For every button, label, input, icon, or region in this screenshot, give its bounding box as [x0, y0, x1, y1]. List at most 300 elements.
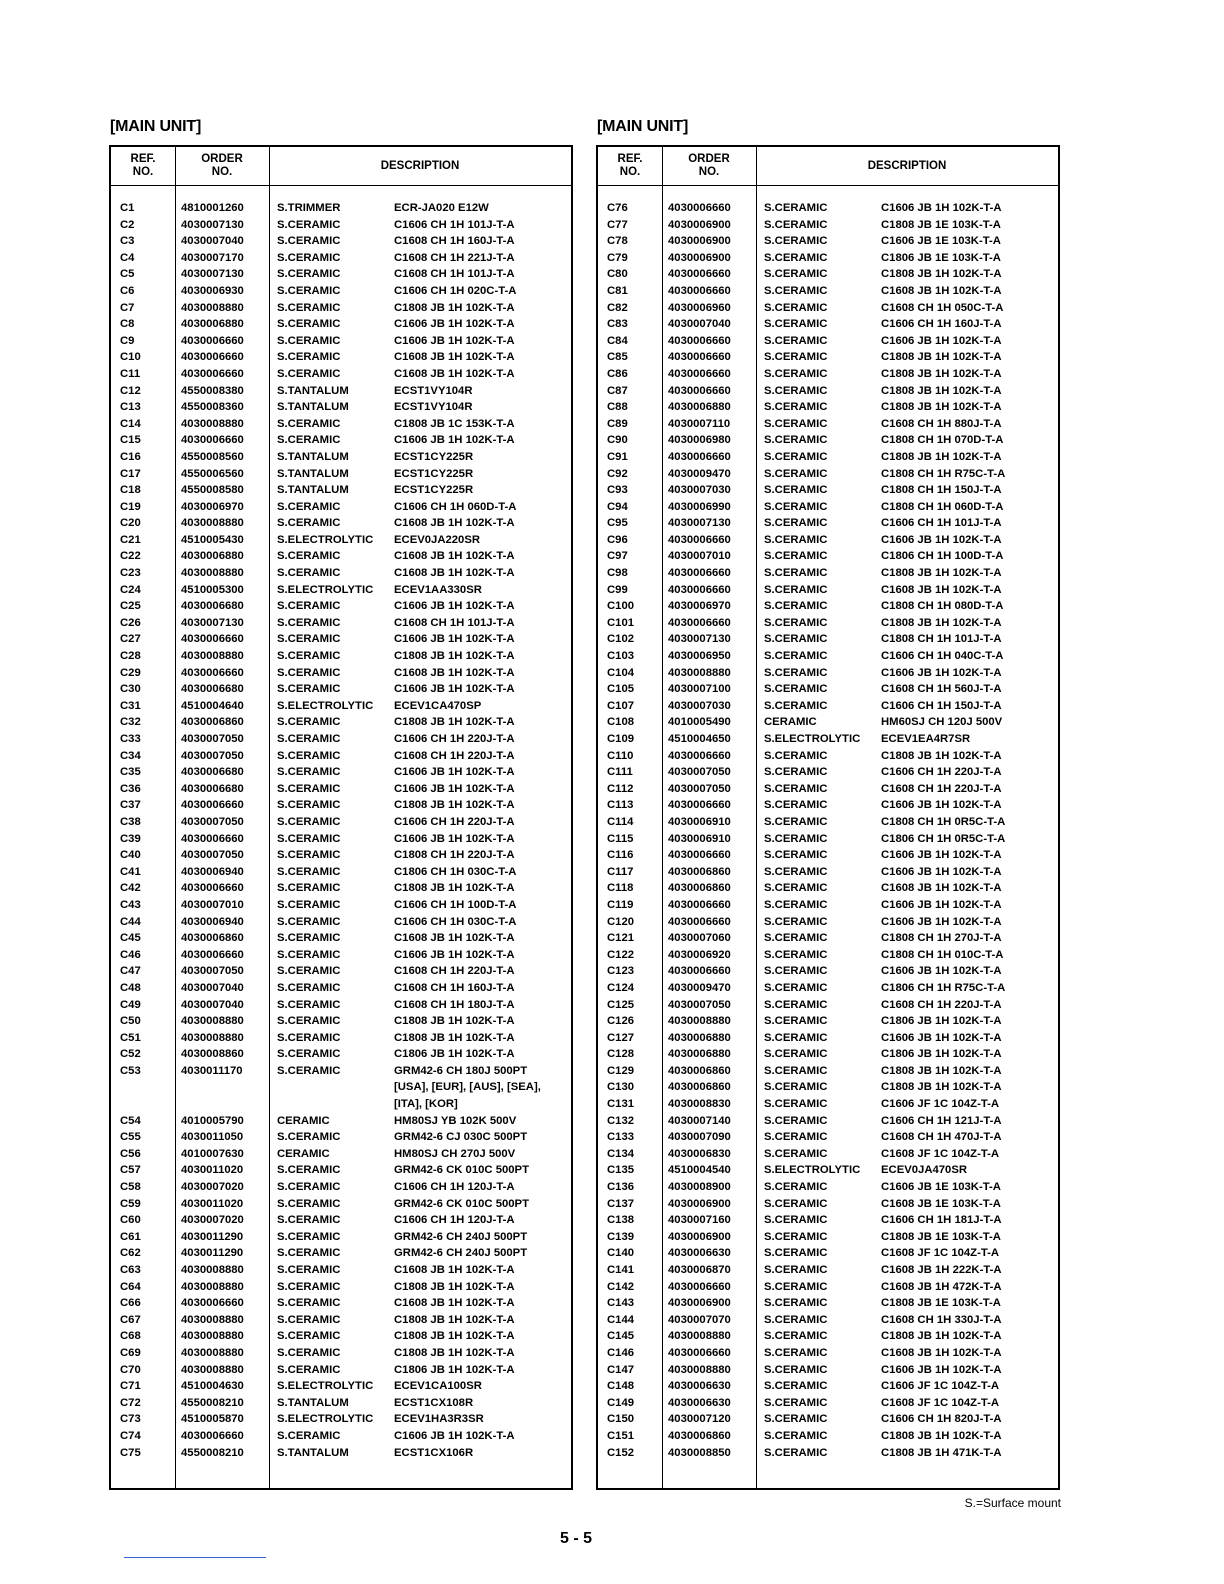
- part-type-cell: S.CERAMIC: [764, 1031, 828, 1044]
- part-type-cell: S.ELECTROLYTIC: [764, 1164, 861, 1177]
- order-no-cell: 4030006930: [181, 284, 244, 297]
- order-no-cell: 4030006660: [181, 351, 244, 364]
- part-spec-cell: C1608 CH 1H 470J-T-A: [881, 1131, 1002, 1144]
- order-no-cell: 4030008860: [181, 1048, 244, 1061]
- part-spec-cell: C1806 CH 1H R75C-T-A: [881, 981, 1006, 994]
- order-no-cell: 4030006860: [668, 1429, 731, 1442]
- part-type-cell: S.ELECTROLYTIC: [277, 533, 374, 546]
- order-no-cell: 4030007020: [181, 1214, 244, 1227]
- table-row: [598, 1328, 1058, 1345]
- ref-no-cell: C93: [607, 484, 628, 497]
- part-type-cell: S.CERAMIC: [277, 268, 341, 281]
- order-no-cell: 4550008210: [181, 1396, 244, 1409]
- ref-no-cell: C122: [607, 948, 635, 961]
- ref-no-cell: C56: [120, 1147, 141, 1160]
- part-type-cell: S.CERAMIC: [277, 650, 341, 663]
- order-no-cell: 4030007010: [668, 550, 731, 563]
- parts-table-right: [596, 145, 1060, 1490]
- ref-no-cell: C53: [120, 1064, 141, 1077]
- table-row: [111, 1013, 571, 1030]
- table-row: [111, 333, 571, 350]
- table-row: [111, 1445, 571, 1462]
- ref-no-cell: C136: [607, 1181, 635, 1194]
- ref-no-cell: C9: [120, 334, 135, 347]
- part-spec-cell: C1606 JB 1H 102K-T-A: [881, 666, 1002, 679]
- part-type-cell: S.CERAMIC: [764, 932, 828, 945]
- part-type-cell: S.CERAMIC: [764, 1015, 828, 1028]
- part-type-cell: S.CERAMIC: [277, 1230, 341, 1243]
- part-spec-cell: C1808 JB 1H 102K-T-A: [881, 749, 1002, 762]
- part-spec-cell: C1808 JB 1H 102K-T-A: [881, 367, 1002, 380]
- part-spec-cell: C1808 JB 1H 102K-T-A: [881, 1064, 1002, 1077]
- part-type-cell: S.TANTALUM: [277, 450, 349, 463]
- ref-no-cell: C80: [607, 268, 628, 281]
- order-no-cell: 4030006680: [181, 683, 244, 696]
- part-spec-cell: C1808 JB 1H 102K-T-A: [394, 882, 515, 895]
- order-no-cell: 4030006880: [668, 1031, 731, 1044]
- ref-no-cell: C15: [120, 434, 141, 447]
- ref-no-cell: C111: [607, 766, 633, 779]
- table-row: [598, 1179, 1058, 1196]
- part-type-cell: S.CERAMIC: [277, 782, 341, 795]
- part-spec-cell: C1608 CH 1H 220J-T-A: [394, 965, 515, 978]
- order-no-cell: 4030007050: [668, 998, 731, 1011]
- part-type-cell: S.CERAMIC: [764, 616, 828, 629]
- ref-no-cell: C115: [607, 832, 634, 845]
- part-type-cell: S.CERAMIC: [764, 500, 828, 513]
- ref-no-cell: C145: [607, 1330, 635, 1343]
- order-no-cell: 4030006960: [668, 301, 731, 314]
- part-spec-cell: C1808 JB 1C 153K-T-A: [394, 417, 515, 430]
- table-row: [598, 797, 1058, 814]
- ref-no-cell: C118: [607, 882, 634, 895]
- part-type-cell: S.CERAMIC: [764, 699, 828, 712]
- ref-no-cell: C7: [120, 301, 135, 314]
- order-no-cell: 4030006860: [668, 1081, 731, 1094]
- part-type-cell: S.CERAMIC: [764, 1297, 828, 1310]
- part-spec-cell: C1606 JB 1H 102K-T-A: [394, 600, 515, 613]
- table-row: [598, 1113, 1058, 1130]
- part-spec-cell: C1808 CH 1H 010C-T-A: [881, 948, 1004, 961]
- table-row: [111, 200, 571, 217]
- table-row: [598, 847, 1058, 864]
- ref-no-cell: C68: [120, 1330, 141, 1343]
- table-row: [111, 266, 571, 283]
- part-type-cell: S.CERAMIC: [277, 1313, 341, 1326]
- part-spec-cell: C1606 CH 1H 020C-T-A: [394, 284, 517, 297]
- ref-no-cell: C1: [120, 202, 135, 214]
- table-row: [111, 466, 571, 483]
- part-type-cell: S.CERAMIC: [764, 401, 828, 414]
- part-type-cell: S.CERAMIC: [277, 600, 341, 613]
- part-spec-cell: C1606 CH 1H 120J-T-A: [394, 1181, 515, 1194]
- part-spec-cell: C1606 JB 1H 102K-T-A: [394, 683, 515, 696]
- table-row: [111, 1395, 571, 1412]
- part-spec-cell: C1608 CH 1H 180J-T-A: [394, 998, 515, 1011]
- part-spec-cell: C1606 JB 1H 102K-T-A: [881, 898, 1002, 911]
- ref-no-cell: C104: [607, 666, 635, 679]
- order-no-cell: 4030006660: [668, 915, 731, 928]
- order-no-cell: 4030007040: [181, 998, 244, 1011]
- ref-no-cell: C63: [120, 1264, 141, 1277]
- ref-no-cell: C25: [120, 600, 141, 613]
- table-row: [111, 698, 571, 715]
- table-row: [111, 1345, 571, 1362]
- table-row: [598, 714, 1058, 731]
- ref-no-cell: C91: [607, 450, 628, 463]
- part-spec-cell: ECEV0JA470SR: [881, 1164, 968, 1177]
- order-no-cell: 4030006660: [668, 334, 731, 347]
- ref-no-cell: C57: [120, 1164, 141, 1177]
- ref-no-cell: C37: [120, 799, 141, 812]
- order-no-cell: 4550008560: [181, 450, 244, 463]
- order-no-cell: 4030006880: [668, 401, 731, 414]
- part-spec-cell: C1606 JB 1H 102K-T-A: [881, 1363, 1002, 1376]
- part-type-cell: S.CERAMIC: [764, 799, 828, 812]
- table-row: [111, 748, 571, 765]
- part-type-cell: S.CERAMIC: [764, 633, 828, 646]
- order-no-cell: 4030006830: [668, 1147, 731, 1160]
- order-no-cell: 4030011020: [181, 1197, 244, 1210]
- ref-no-cell: C75: [120, 1446, 141, 1459]
- table-row: [111, 366, 571, 383]
- part-spec-cell: C1808 JB 1H 102K-T-A: [881, 1429, 1002, 1442]
- part-spec-cell: C1808 JB 1H 102K-T-A: [394, 301, 515, 314]
- header-ref-no: REF. NO.: [130, 153, 156, 178]
- part-spec-cell: C1808 JB 1H 102K-T-A: [394, 716, 515, 729]
- ref-no-cell: C141: [607, 1264, 635, 1276]
- ref-no-cell: C21: [120, 533, 141, 546]
- part-spec-cell: C1808 CH 1H 0R5C-T-A: [881, 815, 1006, 828]
- part-spec-cell: C1608 JB 1H 102K-T-A: [394, 932, 515, 945]
- order-no-cell: 4030006660: [181, 1297, 244, 1310]
- table-row: [598, 1146, 1058, 1163]
- part-spec-cell: ECEV1AA330SR: [394, 583, 482, 596]
- table-row: [111, 980, 571, 997]
- part-type-cell: S.CERAMIC: [764, 965, 828, 978]
- part-type-cell: S.CERAMIC: [764, 998, 828, 1011]
- part-type-cell: S.CERAMIC: [277, 832, 341, 845]
- part-type-cell: S.CERAMIC: [764, 367, 828, 380]
- part-type-cell: S.TANTALUM: [277, 384, 349, 397]
- ref-no-cell: C117: [607, 865, 634, 878]
- order-no-cell: 4030006860: [668, 882, 731, 895]
- part-spec-cell: C1808 CH 1H 070D-T-A: [881, 434, 1004, 447]
- ref-no-cell: C149: [607, 1396, 635, 1409]
- part-spec-cell: C1608 JB 1H 472K-T-A: [881, 1280, 1002, 1293]
- part-type-cell: S.CERAMIC: [764, 1147, 828, 1160]
- part-type-cell: S.CERAMIC: [277, 1214, 341, 1227]
- ref-no-cell: C31: [120, 699, 141, 712]
- part-type-cell: S.CERAMIC: [764, 1214, 828, 1227]
- part-spec-cell: C1808 CH 1H 080D-T-A: [881, 600, 1004, 613]
- part-spec-cell: C1608 JB 1H 102K-T-A: [394, 1297, 515, 1310]
- part-spec-cell: C1606 JB 1H 102K-T-A: [881, 202, 1002, 214]
- part-spec-cell: C1606 JB 1H 102K-T-A: [394, 434, 515, 447]
- part-type-cell: S.CERAMIC: [764, 1380, 828, 1393]
- part-type-cell: S.CERAMIC: [764, 1396, 828, 1409]
- table-row: [598, 1279, 1058, 1296]
- part-type-cell: S.CERAMIC: [764, 1081, 828, 1094]
- part-type-cell: S.CERAMIC: [277, 633, 341, 646]
- ref-no-cell: C124: [607, 981, 635, 994]
- part-type-cell: S.CERAMIC: [764, 1064, 828, 1077]
- part-type-cell: S.CERAMIC: [277, 567, 341, 580]
- part-spec-cell: C1806 CH 1H 0R5C-T-A: [881, 832, 1006, 845]
- table-row: [111, 1162, 571, 1179]
- part-type-cell: S.CERAMIC: [764, 832, 828, 845]
- order-no-cell: 4030007050: [181, 815, 244, 828]
- ref-no-cell: C120: [607, 915, 635, 928]
- table-row: [598, 300, 1058, 317]
- ref-no-cell: C46: [120, 948, 141, 961]
- table-row: [598, 399, 1058, 416]
- part-spec-cell: C1806 CH 1H 100D-T-A: [881, 550, 1004, 563]
- table-row: [111, 399, 571, 416]
- order-no-cell: 4030008880: [181, 567, 244, 580]
- part-spec-cell: C1808 CH 1H 101J-T-A: [881, 633, 1002, 646]
- part-type-cell: S.CERAMIC: [764, 1280, 828, 1293]
- left-section-title: [MAIN UNIT]: [110, 118, 202, 135]
- order-no-cell: 4030006660: [668, 450, 731, 463]
- order-no-cell: 4030007060: [668, 932, 731, 945]
- part-spec-cell: C1606 JB 1H 102K-T-A: [881, 965, 1002, 978]
- table-row: [111, 1378, 571, 1395]
- ref-no-cell: C66: [120, 1297, 141, 1310]
- table-row: [598, 499, 1058, 516]
- part-spec-cell: C1808 JB 1H 102K-T-A: [394, 1313, 515, 1326]
- order-no-cell: 4030006660: [668, 1280, 731, 1293]
- part-type-cell: S.CERAMIC: [764, 567, 828, 580]
- order-no-cell: 4510005430: [181, 533, 244, 546]
- part-spec-cell: C1608 CH 1H 101J-T-A: [394, 268, 515, 281]
- part-spec-cell: C1606 JB 1H 102K-T-A: [394, 832, 515, 845]
- part-spec-cell: C1608 JB 1H 102K-T-A: [394, 567, 515, 580]
- part-type-cell: S.CERAMIC: [277, 517, 341, 530]
- part-spec-cell: C1606 JB 1H 102K-T-A: [881, 799, 1002, 812]
- ref-no-cell: C92: [607, 467, 628, 480]
- table-row: [111, 930, 571, 947]
- table-row: [111, 416, 571, 433]
- ref-no-cell: C10: [120, 351, 141, 364]
- part-spec-cell: ECEV1EA4R7SR: [881, 733, 971, 745]
- order-no-cell: 4030008880: [181, 1313, 244, 1326]
- footnote: S.=Surface mount: [964, 1496, 1061, 1510]
- table-row: [598, 1162, 1058, 1179]
- order-no-cell: 4030006870: [668, 1264, 731, 1276]
- table-row: [598, 449, 1058, 466]
- order-no-cell: 4030007040: [668, 318, 731, 331]
- ref-no-cell: C140: [607, 1247, 635, 1260]
- order-no-cell: 4030008900: [668, 1181, 731, 1194]
- table-row: [111, 1046, 571, 1063]
- ref-no-cell: C35: [120, 766, 141, 779]
- part-type-cell: S.CERAMIC: [764, 1313, 828, 1326]
- order-no-cell: 4030006910: [668, 815, 731, 828]
- part-type-cell: S.TRIMMER: [277, 202, 341, 214]
- part-type-cell: S.CERAMIC: [277, 716, 341, 729]
- part-spec-cell: C1608 JB 1H 222K-T-A: [881, 1264, 1002, 1276]
- part-type-cell: S.CERAMIC: [764, 484, 828, 497]
- ref-no-cell: C86: [607, 367, 628, 380]
- part-type-cell: S.TANTALUM: [277, 1446, 349, 1459]
- order-no-cell: 4030007030: [668, 484, 731, 497]
- order-no-cell: 4030008880: [181, 1280, 244, 1293]
- table-row: [598, 698, 1058, 715]
- ref-no-cell: C14: [120, 417, 141, 430]
- order-no-cell: 4030006660: [181, 799, 244, 812]
- part-spec-cell: C1808 JB 1E 103K-T-A: [881, 1230, 1001, 1243]
- part-type-cell: S.CERAMIC: [764, 849, 828, 862]
- part-spec-cell: GRM42-6 CH 240J 500PT: [394, 1247, 528, 1260]
- ref-no-cell: C143: [607, 1297, 635, 1310]
- ref-no-cell: C109: [607, 733, 635, 745]
- order-no-cell: 4030006660: [668, 567, 731, 580]
- table-row: [111, 598, 571, 615]
- ref-no-cell: C113: [607, 799, 634, 812]
- order-no-cell: 4030006680: [181, 782, 244, 795]
- part-type-cell: S.CERAMIC: [764, 1330, 828, 1343]
- part-type-cell: S.CERAMIC: [764, 450, 828, 463]
- table-header: [111, 147, 571, 186]
- order-no-cell: 4510004540: [668, 1164, 731, 1177]
- ref-no-cell: C121: [607, 932, 635, 945]
- order-no-cell: 4030007100: [668, 683, 731, 696]
- table-row: [111, 1328, 571, 1345]
- ref-no-cell: C134: [607, 1147, 635, 1160]
- table-row: [598, 1013, 1058, 1030]
- part-type-cell: S.CERAMIC: [277, 799, 341, 812]
- part-type-cell: S.CERAMIC: [277, 1280, 341, 1293]
- table-row: [111, 631, 571, 648]
- part-type-cell: S.CERAMIC: [764, 1048, 828, 1061]
- ref-no-cell: C20: [120, 517, 141, 530]
- table-row: [598, 930, 1058, 947]
- table-row: [111, 1113, 571, 1130]
- order-no-cell: 4030007120: [668, 1413, 731, 1426]
- order-no-cell: 4030007130: [668, 517, 731, 530]
- ref-no-cell: C64: [120, 1280, 141, 1293]
- ref-no-cell: C103: [607, 650, 635, 663]
- table-row: [598, 482, 1058, 499]
- table-row: [598, 1129, 1058, 1146]
- table-row: [598, 764, 1058, 781]
- part-type-cell: S.CERAMIC: [277, 1131, 341, 1144]
- ref-no-cell: C8: [120, 318, 135, 331]
- ref-no-cell: C71: [120, 1380, 141, 1393]
- order-no-cell: 4030006660: [181, 367, 244, 380]
- order-no-cell: 4030007170: [181, 251, 244, 264]
- part-type-cell: S.CERAMIC: [277, 749, 341, 762]
- part-spec-cell: ECR-JA020 E12W: [394, 202, 489, 214]
- order-no-cell: 4030008880: [181, 1363, 244, 1376]
- order-no-cell: 4030006660: [668, 268, 731, 281]
- order-no-cell: 4030006660: [668, 965, 731, 978]
- part-type-cell: S.CERAMIC: [764, 650, 828, 663]
- part-type-cell: S.CERAMIC: [764, 334, 828, 347]
- table-row: [111, 1279, 571, 1296]
- ref-no-cell: C61: [120, 1230, 141, 1243]
- ref-no-cell: C18: [120, 484, 141, 497]
- order-no-cell: 4030011020: [181, 1164, 244, 1177]
- ref-no-cell: C112: [607, 782, 634, 795]
- order-no-cell: 4030006860: [668, 1064, 731, 1077]
- order-no-cell: 4030006940: [181, 915, 244, 928]
- part-spec-cell: C1606 JB 1H 102K-T-A: [394, 318, 515, 331]
- part-type-cell: S.ELECTROLYTIC: [277, 1380, 374, 1393]
- table-body: [598, 200, 1058, 1461]
- ref-no-cell: C11: [120, 367, 141, 380]
- part-type-cell: CERAMIC: [764, 716, 817, 729]
- table-row: [598, 366, 1058, 383]
- part-spec-cell: C1608 CH 1H 101J-T-A: [394, 616, 515, 629]
- order-no-cell: 4030007160: [668, 1214, 731, 1227]
- order-no-cell: 4030006660: [181, 666, 244, 679]
- ref-no-cell: C150: [607, 1413, 635, 1426]
- table-row: [598, 914, 1058, 931]
- part-spec-cell: ECEV1HA3R3SR: [394, 1413, 484, 1426]
- part-spec-cell: C1808 JB 1E 103K-T-A: [881, 218, 1001, 231]
- part-type-cell: S.CERAMIC: [764, 898, 828, 911]
- part-type-cell: S.CERAMIC: [277, 683, 341, 696]
- order-no-cell: 4030006920: [668, 948, 731, 961]
- part-type-cell: S.CERAMIC: [764, 915, 828, 928]
- table-row: [598, 200, 1058, 217]
- part-spec-cell: C1808 CH 1H 270J-T-A: [881, 932, 1002, 945]
- part-type-cell: S.CERAMIC: [277, 815, 341, 828]
- table-row: [598, 233, 1058, 250]
- order-no-cell: 4030006660: [181, 434, 244, 447]
- part-spec-cell: C1606 JB 1H 102K-T-A: [394, 633, 515, 646]
- part-spec-cell: C1606 JB 1H 102K-T-A: [881, 533, 1002, 546]
- table-header: [598, 147, 1058, 186]
- table-row: [111, 316, 571, 333]
- part-type-cell: S.CERAMIC: [277, 1197, 341, 1210]
- part-type-cell: S.CERAMIC: [277, 235, 341, 248]
- order-no-cell: 4550008210: [181, 1446, 244, 1459]
- part-type-cell: S.CERAMIC: [764, 1446, 828, 1459]
- part-type-cell: S.CERAMIC: [764, 351, 828, 364]
- part-type-cell: S.CERAMIC: [764, 1363, 828, 1376]
- table-row: [111, 532, 571, 549]
- part-spec-cell: C1808 JB 1H 102K-T-A: [394, 1330, 515, 1343]
- part-type-cell: S.CERAMIC: [764, 434, 828, 447]
- table-row: [111, 565, 571, 582]
- part-type-cell: S.CERAMIC: [764, 666, 828, 679]
- order-no-cell: 4030008880: [181, 650, 244, 663]
- order-no-cell: 4030006900: [668, 251, 731, 264]
- table-row: [598, 1295, 1058, 1312]
- ref-no-cell: C22: [120, 550, 141, 563]
- part-spec-cell: C1606 JF 1C 104Z-T-A: [881, 1380, 1000, 1393]
- part-type-cell: S.CERAMIC: [764, 1413, 828, 1426]
- table-row: [598, 1378, 1058, 1395]
- part-spec-cell: C1608 CH 1H 220J-T-A: [881, 998, 1002, 1011]
- table-row: [111, 1229, 571, 1246]
- order-no-cell: 4030009470: [668, 467, 731, 480]
- part-spec-cell: C1606 CH 1H 121J-T-A: [881, 1114, 1002, 1127]
- header-description: DESCRIPTION: [867, 159, 947, 172]
- table-row: [598, 1362, 1058, 1379]
- part-type-cell: S.CERAMIC: [764, 384, 828, 397]
- table-row: [111, 548, 571, 565]
- part-type-cell: S.CERAMIC: [764, 533, 828, 546]
- part-type-cell: CERAMIC: [277, 1114, 330, 1127]
- order-no-cell: 4030007050: [668, 782, 731, 795]
- ref-no-cell: C78: [607, 235, 628, 248]
- part-type-cell: S.CERAMIC: [277, 1015, 341, 1028]
- part-type-cell: S.CERAMIC: [764, 1197, 828, 1210]
